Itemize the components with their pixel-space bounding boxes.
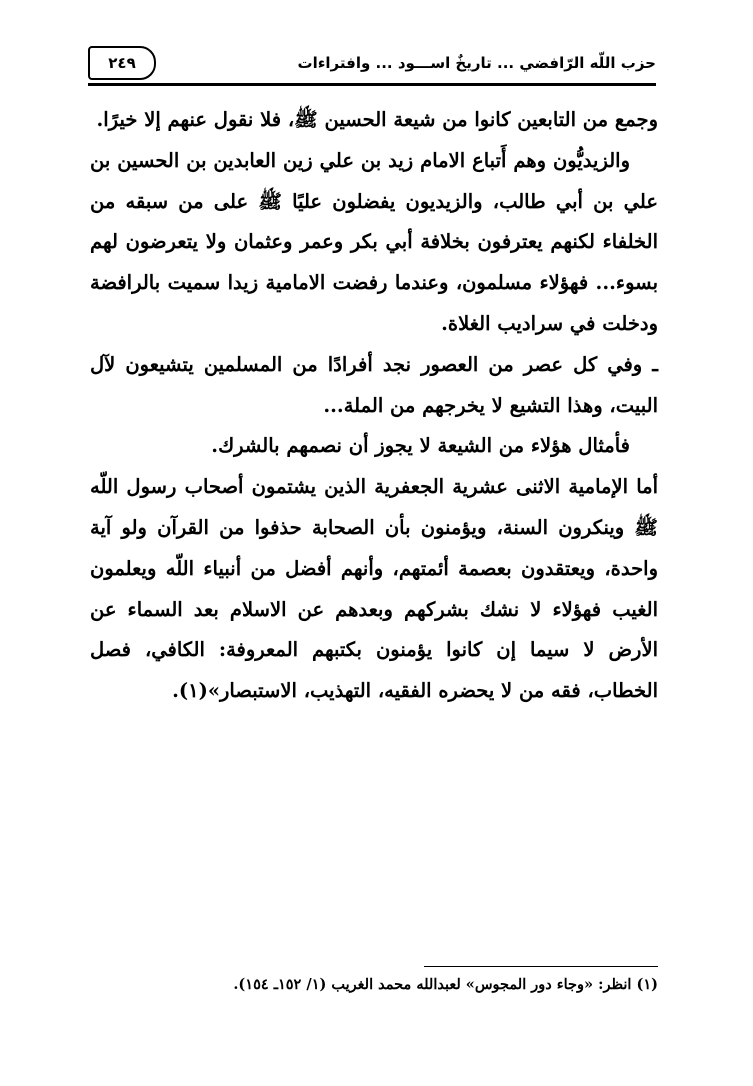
paragraph: والزيديُّون وهم أَتباع الامام زيد بن علي زين العابدين بن الحسين بن علي بن أبي طالب، والزيديون يفضلون عليًا ﷺ على من سبقه من الخلفاء لكنهم يعترفون بخلافة أبي بكر وعمر وعثمان ولا يتعرضون لهم بسوء... فهؤلاء مسلمون، وعندما رفضت الامامية زيدا سميت بالرافضة ودخلت في سراديب الغلاة. [90, 148, 658, 335]
page-number: ٢٤٩ [88, 46, 156, 80]
paragraph: وجمع من التابعين كانوا من شيعة الحسين ﷺ، فلا نقول عنهم إلا خيرًا. [96, 108, 658, 131]
paragraph: ـ وفي كل عصر من العصور نجد أفرادًا من المسلمين يتشيعون لآل البيت، وهذا التشيع لا يخرجهم من الملة... [90, 352, 658, 417]
running-title: حزب اللّه الرّافضي ... تاريخٌ اســـود ... وافتراءات [297, 54, 656, 72]
footnote-rule [424, 966, 658, 967]
header-rule [88, 83, 656, 86]
paragraph: أما الإمامية الاثنى عشرية الجعفرية الذين يشتمون أصحاب رسول اللّه ﷺ وينكرون السنة، ويؤمنون بأن الصحابة حذفوا من القرآن ولو آية واحدة، ويعتقدون بعصمة أئمتهم، وأنهم أفضل من أنبياء اللّه ويعلمون الغيب فهؤلاء لا نشك بشركهم وبعدهم عن الاسلام بعد السماء عن الأرض لا سيما إن كانوا يؤمنون بكتبهم المعروفة: الكافي، فصل الخطاب، فقه من لا يحضره الفقيه، التهذيب، الاستبصار»(١). [90, 475, 658, 703]
footnote: (١) انظر: «وجاء دور المجوس» لعبدالله محمد الغريب (١/ ١٥٢ـ ١٥٤). [233, 976, 658, 993]
paragraph: فأمثال هؤلاء من الشيعة لا يجوز أن نصمهم بالشرك. [211, 434, 630, 458]
running-header [88, 46, 656, 86]
body-text [90, 100, 658, 712]
